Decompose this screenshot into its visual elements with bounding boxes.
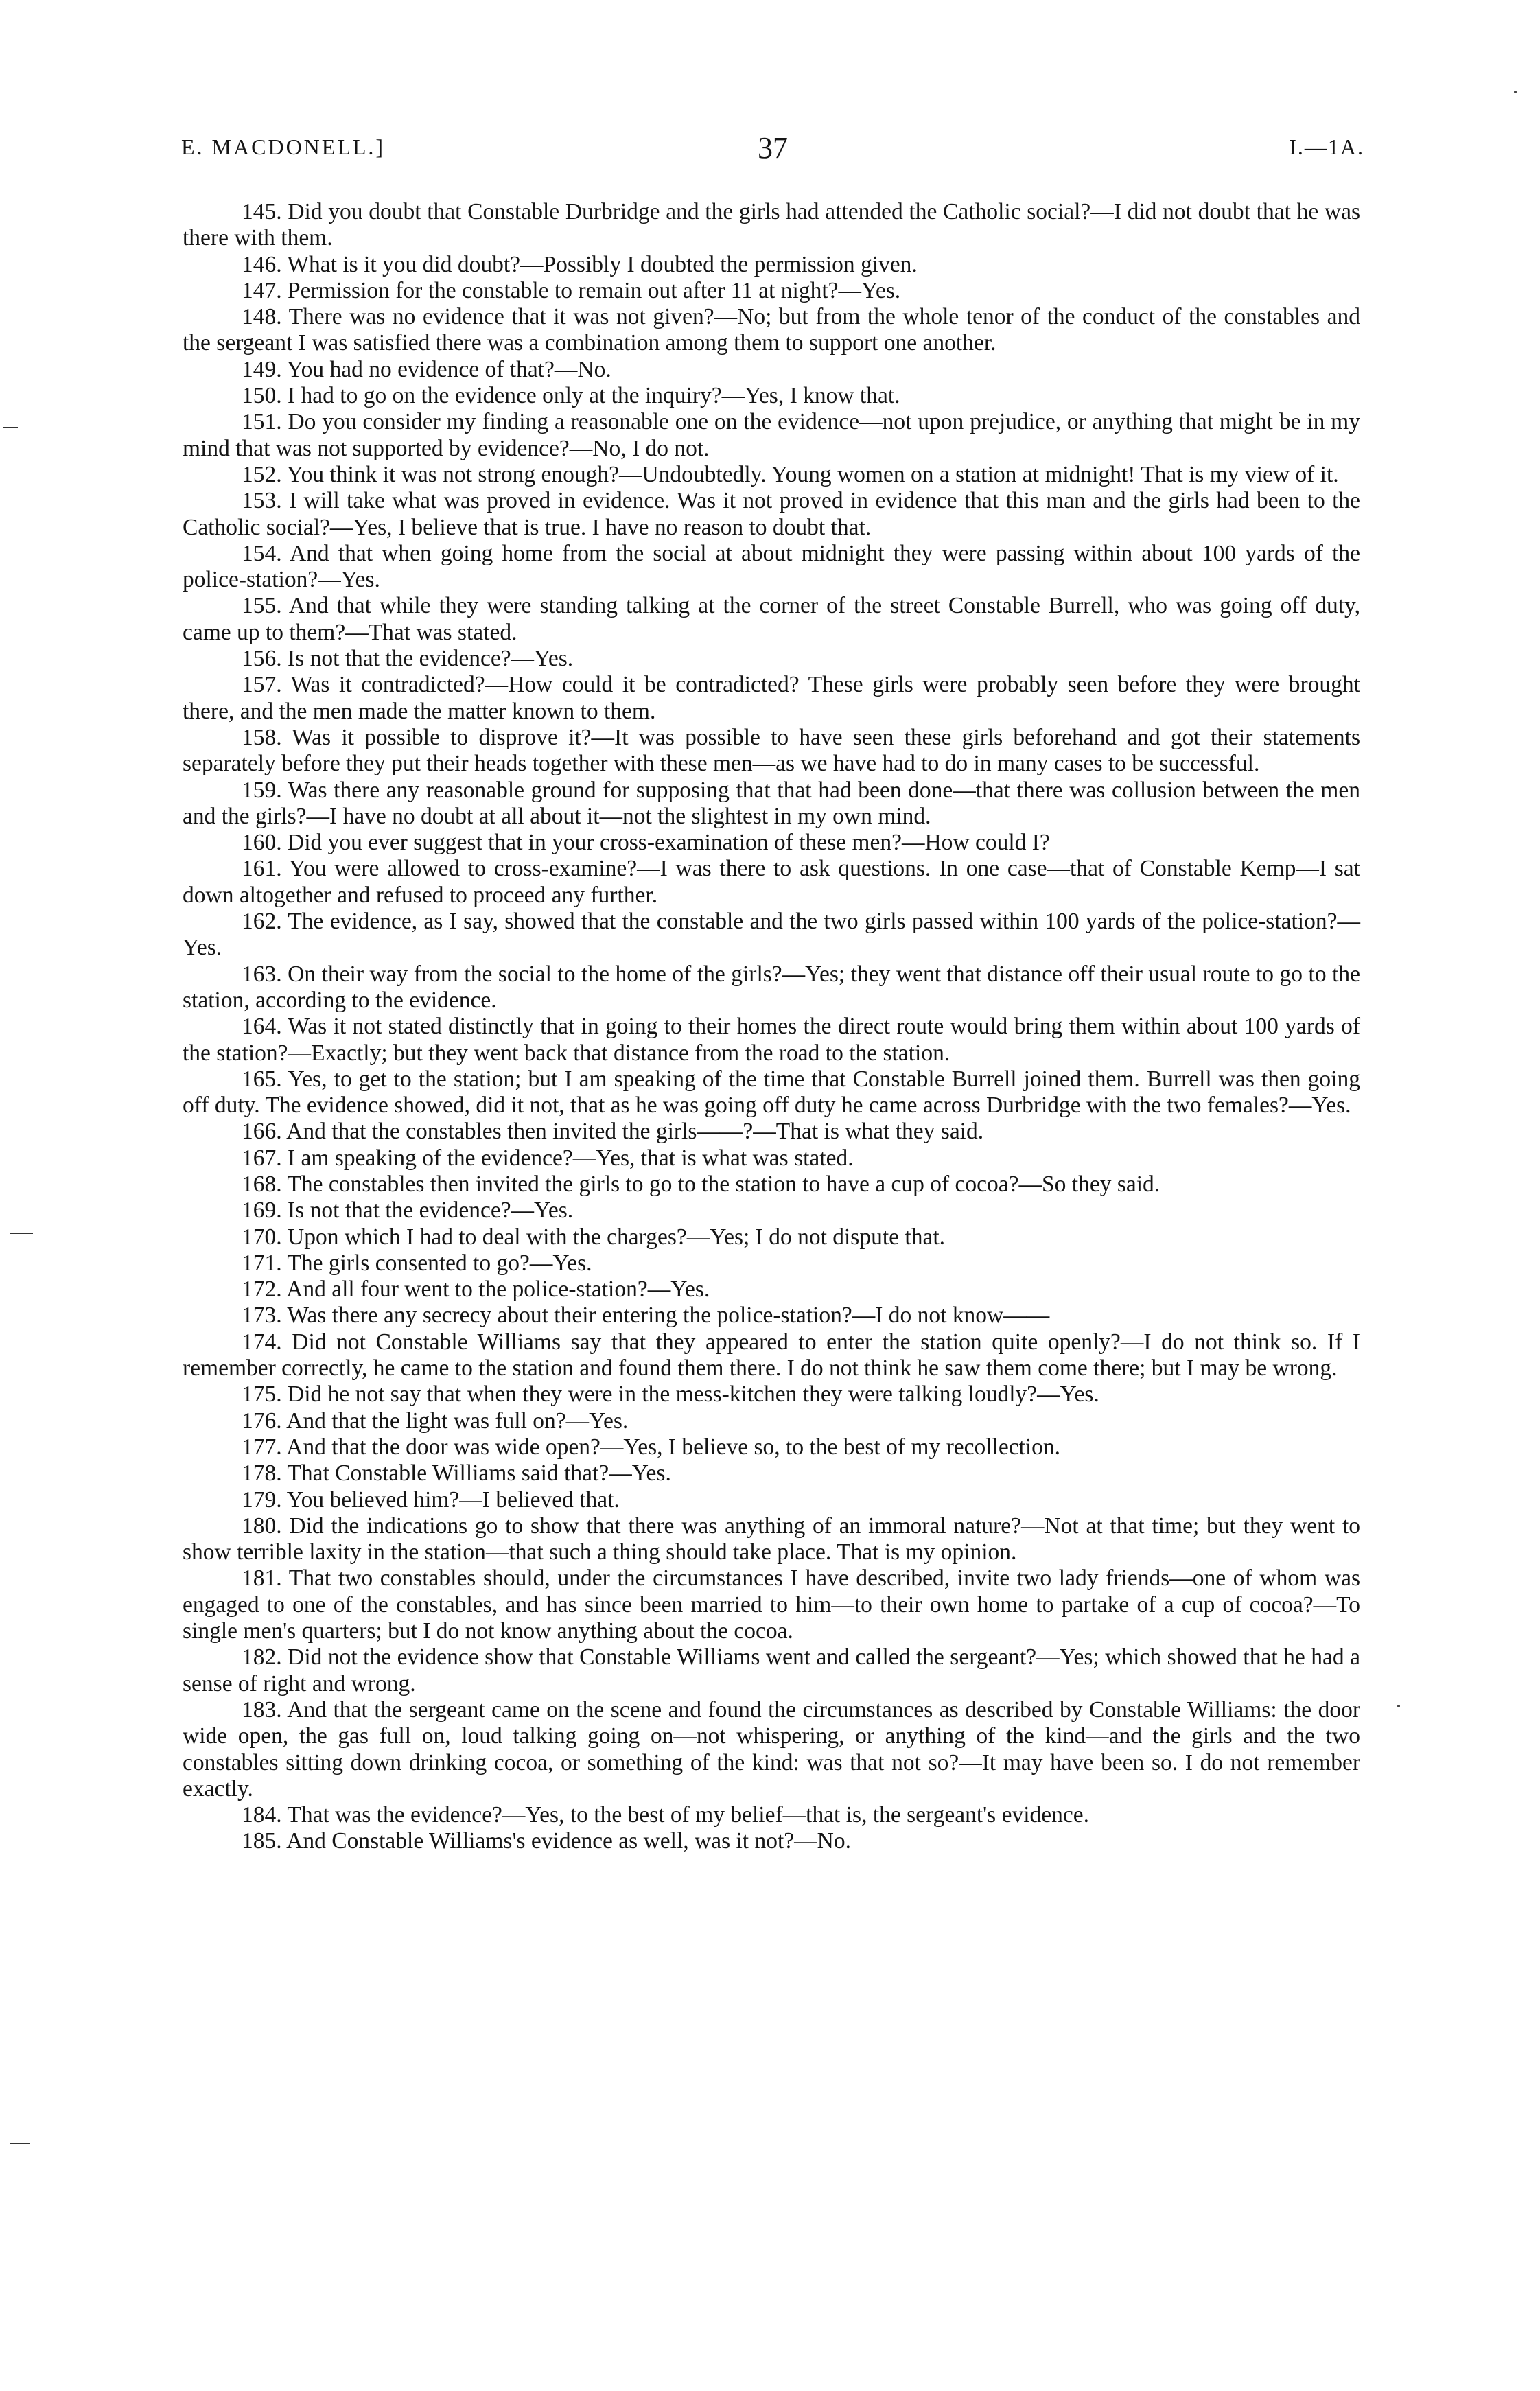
question-answer-paragraph <box>183 1224 1360 1250</box>
page-number: 37 <box>758 131 788 165</box>
question-answer-text: That two constables should, under the circumstances I have described, invite two lady friends—one of whom was engaged to one of the constables, and has since been married to him—to their own home to partake of a cup of cocoa?—To single men's quarters; but I do not know anything about the cocoa. <box>183 1565 1360 1644</box>
question-number: 178. <box>242 1460 282 1486</box>
question-answer-paragraph <box>183 672 1360 725</box>
question-answer-paragraph <box>183 1644 1360 1697</box>
question-number: 160. <box>242 830 282 856</box>
question-answer-paragraph <box>183 1329 1360 1382</box>
question-number: 184. <box>242 1802 282 1828</box>
question-number: 149. <box>242 356 282 382</box>
margin-mark <box>10 2143 30 2144</box>
question-answer-paragraph <box>183 1145 1360 1171</box>
question-number: 146. <box>242 251 282 277</box>
question-answer-text: And that when going home from the social at about midnight they were passing within about 100 yards of the police-station?—Yes. <box>183 540 1361 593</box>
question-number: 163. <box>242 961 282 987</box>
question-answer-paragraph <box>183 1460 1360 1486</box>
question-answer-text: Was it contradicted?—How could it be contradicted? These girls were probably seen before they were brought there, and the men made the matter known to them. <box>183 672 1360 724</box>
question-answer-text: Was it not stated distinctly that in going to their homes the direct route would bring them within about 100 yards of the station?—Exactly; but they went back that distance from the road to the station. <box>183 1014 1361 1066</box>
question-answer-text: On their way from the social to the home of the girls?—Yes; they went that distance off their usual route to go to the station, according to the evidence. <box>183 961 1360 1013</box>
question-answer-paragraph <box>183 1066 1360 1119</box>
question-answer-paragraph <box>183 252 1360 278</box>
question-answer-text: There was no evidence that it was not given?—No; but from the whole tenor of the conduct of the constables and the sergeant I was satisfied there was a combination among them to support one another. <box>183 304 1360 356</box>
question-answer-paragraph <box>183 725 1360 778</box>
question-answer-text: Was it possible to disprove it?—It was possible to have seen these girls beforehand and got their statements separately before they put their heads together with these men—as we have had to do in many cases to be successful. <box>183 724 1360 777</box>
question-answer-text: I will take what was proved in evidence. Was it not proved in evidence that this man and the girls had been to the Catholic social?—Yes, I believe that is true. I have no reason to doubt that. <box>183 488 1361 540</box>
question-answer-text: Was there any secrecy about their entering the police-station?—I do not know—— <box>287 1303 1050 1329</box>
question-number: 177. <box>242 1434 282 1460</box>
question-answer-text: And all four went to the police-station?—Yes. <box>286 1276 710 1303</box>
question-answer-text: Did the indications go to show that there was anything of an immoral nature?—Not at that time; but they went to show terrible laxity in the station—that such a thing should take place. That is my opinion. <box>183 1513 1360 1565</box>
question-answer-paragraph <box>183 1014 1360 1066</box>
question-number: 179. <box>242 1486 282 1513</box>
question-answer-text: You had no evidence of that?—No. <box>286 356 611 382</box>
question-answer-text: That was the evidence?—Yes, to the best of my belief—that is, the sergeant's evidence. <box>287 1802 1089 1828</box>
question-answer-paragraph <box>183 357 1360 383</box>
question-number: 165. <box>242 1066 282 1092</box>
question-number: 158. <box>242 724 282 750</box>
question-answer-paragraph <box>183 1198 1360 1224</box>
question-number: 156. <box>242 646 282 672</box>
question-answer-text: And Constable Williams's evidence as well, was it not?—No. <box>286 1828 851 1854</box>
question-number: 182. <box>242 1644 282 1670</box>
question-answer-paragraph <box>183 909 1360 961</box>
question-number: 145. <box>242 199 282 224</box>
question-number: 159. <box>242 777 282 803</box>
question-answer-text: You believed him?—I believed that. <box>286 1486 620 1513</box>
question-answer-text: Did not Constable Williams say that they appeared to enter the station quite openly?—I do not think so. If I remember correctly, he came to the station and found them there. I do not think he saw them come there; but I may be wrong. <box>183 1329 1361 1381</box>
question-number: 150. <box>242 383 282 409</box>
question-number: 157. <box>242 672 282 698</box>
question-number: 153. <box>242 488 282 514</box>
question-answer-paragraph <box>183 1565 1360 1644</box>
question-answer-paragraph <box>183 1303 1360 1329</box>
question-answer-text: Did not the evidence show that Constable Williams went and called the sergeant?—Yes; which showed that he had a sense of right and wrong. <box>183 1644 1360 1696</box>
question-answer-paragraph <box>183 830 1360 856</box>
question-number: 170. <box>242 1224 282 1250</box>
question-answer-paragraph <box>183 304 1360 357</box>
question-number: 147. <box>242 277 282 303</box>
margin-dot <box>1514 91 1517 93</box>
question-answer-paragraph <box>183 593 1360 646</box>
question-number: 151. <box>242 409 282 435</box>
question-answer-paragraph <box>183 541 1360 594</box>
question-number: 167. <box>242 1145 282 1171</box>
question-number: 152. <box>242 461 282 487</box>
question-answer-text: What is it you did doubt?—Possibly I doubted the permission given. <box>287 251 918 277</box>
question-number: 173. <box>242 1303 282 1329</box>
question-number: 185. <box>242 1828 282 1854</box>
question-answer-paragraph <box>183 1119 1360 1145</box>
question-number: 176. <box>242 1408 282 1434</box>
question-answer-text: And that the constables then invited the girls——?—That is what they said. <box>286 1119 984 1145</box>
question-number: 169. <box>242 1198 282 1224</box>
question-number: 166. <box>242 1119 282 1145</box>
question-answer-paragraph <box>183 1697 1360 1802</box>
question-answer-paragraph <box>183 488 1360 541</box>
question-answer-text: Upon which I had to deal with the charges?—Yes; I do not dispute that. <box>288 1224 946 1250</box>
question-answer-text: Did you doubt that Constable Durbridge and the girls had attended the Catholic social?—I did not doubt that he was there with them. <box>183 199 1360 251</box>
question-answer-text: And that the sergeant came on the scene and found the circumstances as described by Constable Williams: the door wide open, the gas full on, loud talking going on—not whispering, or anything of the kind—and the girls and the two constables sitting down drinking cocoa, or something of the kind: was that not so?—It may have been so. I do not remember exactly. <box>183 1696 1360 1801</box>
margin-mark <box>3 427 18 428</box>
question-answer-paragraph <box>183 1828 1360 1854</box>
margin-dot <box>1397 1705 1400 1707</box>
question-answer-text: The evidence, as I say, showed that the constable and the two girls passed within 100 yards of the police-station?—Yes. <box>183 909 1360 961</box>
question-number: 164. <box>242 1014 282 1040</box>
question-number: 174. <box>242 1329 282 1355</box>
question-answer-paragraph <box>183 778 1360 830</box>
witness-name: E. MACDONELL.] <box>181 135 386 159</box>
question-answer-text: Was there any reasonable ground for supposing that that had been done—that there was collusion between the men and the girls?—I have no doubt at all about it—not the slightest in my own mind. <box>183 777 1360 829</box>
question-number: 183. <box>242 1696 282 1723</box>
question-answer-paragraph <box>183 1250 1360 1276</box>
question-number: 172. <box>242 1276 282 1303</box>
question-answer-paragraph <box>183 646 1360 672</box>
question-answer-text: Did you ever suggest that in your cross-examination of these men?—How could I? <box>288 830 1050 856</box>
question-answer-text: And that the light was full on?—Yes. <box>286 1408 629 1434</box>
running-head <box>181 131 1364 169</box>
question-answer-text: You were allowed to cross-examine?—I was there to ask questions. In one case—that of Constable Kemp—I sat down altogether and refused to proceed any further. <box>183 856 1360 908</box>
question-number: 171. <box>242 1250 282 1276</box>
question-answer-text: And that while they were standing talking at the corner of the street Constable Burrell, who was going off duty, came up to them?—That was stated. <box>183 593 1360 645</box>
question-number: 161. <box>242 856 282 882</box>
question-answer-paragraph <box>183 1276 1360 1303</box>
testimony-text <box>183 199 1360 1855</box>
question-number: 148. <box>242 304 282 330</box>
question-answer-paragraph <box>183 1487 1360 1513</box>
question-answer-paragraph <box>183 1434 1360 1460</box>
question-answer-paragraph <box>183 462 1360 488</box>
question-answer-paragraph <box>183 1408 1360 1434</box>
question-answer-paragraph <box>183 383 1360 409</box>
question-answer-text: Yes, to get to the station; but I am speaking of the time that Constable Burrell joined them. Burrell was then going off duty. The evidence showed, did it not, that as he was going off duty he came across Durbridge with the two females?—Yes. <box>183 1066 1360 1119</box>
question-answer-paragraph <box>183 1802 1360 1828</box>
question-number: 175. <box>242 1381 282 1408</box>
question-answer-text: The girls consented to go?—Yes. <box>287 1250 592 1276</box>
question-answer-paragraph <box>183 1171 1360 1198</box>
question-answer-text: Is not that the evidence?—Yes. <box>288 646 574 672</box>
question-answer-text: Do you consider my finding a reasonable one on the evidence—not upon prejudice, or anything that might be in my mind that was not supported by evidence?—No, I do not. <box>183 409 1360 461</box>
question-answer-text: Permission for the constable to remain out after 11 at night?—Yes. <box>288 277 901 303</box>
question-answer-text: Is not that the evidence?—Yes. <box>288 1198 574 1224</box>
question-answer-paragraph <box>183 409 1360 462</box>
question-answer-text: The constables then invited the girls to go to the station to have a cup of cocoa?—So they said. <box>287 1171 1160 1197</box>
question-answer-paragraph <box>183 961 1360 1014</box>
question-number: 162. <box>242 909 282 935</box>
question-number: 168. <box>242 1171 282 1197</box>
question-answer-paragraph <box>183 199 1360 252</box>
question-answer-text: Did he not say that when they were in the mess-kitchen they were talking loudly?—Yes. <box>288 1381 1099 1408</box>
question-answer-text: That Constable Williams said that?—Yes. <box>287 1460 671 1486</box>
question-answer-text: You think it was not strong enough?—Undoubtedly. Young women on a station at midnight! That is my view of it. <box>286 461 1339 487</box>
question-number: 180. <box>242 1513 282 1539</box>
margin-mark <box>10 1233 33 1234</box>
question-number: 154. <box>242 540 282 566</box>
question-answer-text: And that the door was wide open?—Yes, I believe so, to the best of my recollection. <box>286 1434 1061 1460</box>
question-answer-text: I had to go on the evidence only at the inquiry?—Yes, I know that. <box>288 383 900 409</box>
question-answer-text: I am speaking of the evidence?—Yes, that is what was stated. <box>288 1145 854 1171</box>
question-number: 155. <box>242 593 282 619</box>
question-answer-paragraph <box>183 1381 1360 1408</box>
question-answer-paragraph <box>183 278 1360 304</box>
question-answer-paragraph <box>183 1513 1360 1566</box>
document-reference: I.—1A. <box>1289 135 1364 159</box>
question-number: 181. <box>242 1565 282 1591</box>
question-answer-paragraph <box>183 856 1360 909</box>
